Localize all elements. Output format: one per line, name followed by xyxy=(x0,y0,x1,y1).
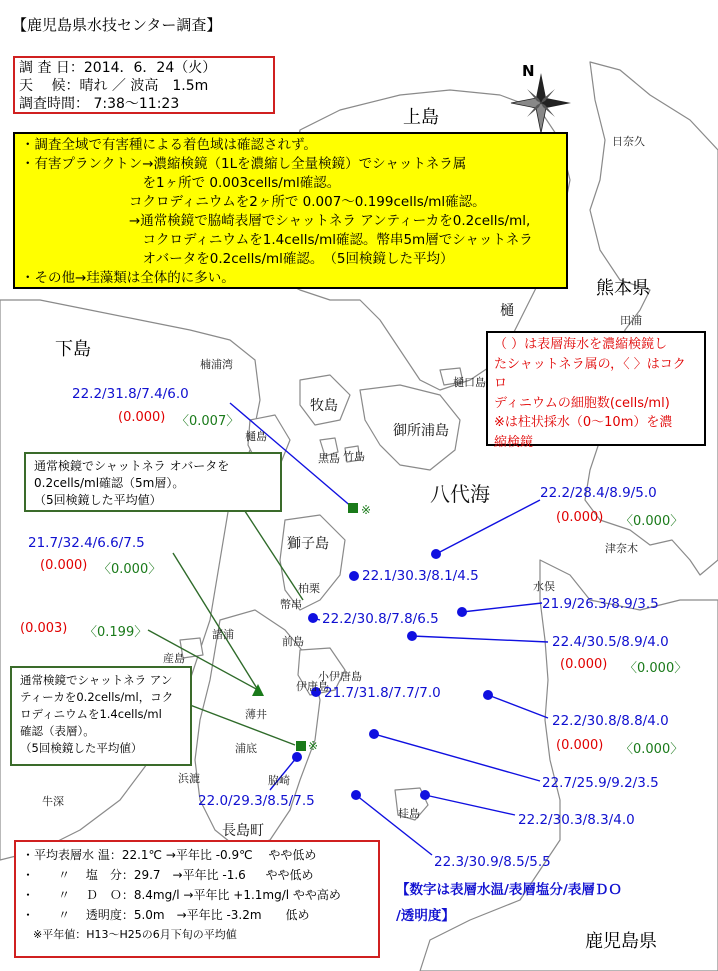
station-angle-3: 〈0.199〉 xyxy=(84,625,148,640)
station-dot-7 xyxy=(457,607,467,617)
label-kagoshima: 鹿児島県 xyxy=(585,931,657,952)
leader-line-st4 xyxy=(436,500,540,554)
place-hi: 樋 xyxy=(500,303,514,319)
place-hamanose: 浜漉 xyxy=(178,772,200,785)
place-maejima: 前島 xyxy=(282,635,304,648)
place-sanjima: 産島 xyxy=(163,652,185,665)
place-urasoko: 浦底 xyxy=(235,742,257,755)
place-hinagu: 日奈久 xyxy=(612,135,645,148)
station-dot-14 xyxy=(351,790,361,800)
station-paren-2: (0.000) xyxy=(40,558,88,573)
stats-line-1: ・平均表層水 温：22.1℃ →平年比 -0.9℃ やや低め xyxy=(22,848,317,862)
station-paren-1: (0.000) xyxy=(118,410,166,425)
note-antiqua-line-2: ティーカを0.2cells/ml，コク xyxy=(20,690,174,704)
summary-line-8: ・その他→珪藻類は全体的に多い。 xyxy=(21,270,235,286)
stats-line-4: ・ 〃 透明度：5.0m →平年比 -3.2m 低め xyxy=(22,908,310,922)
station-angle-1: 〈0.007〉 xyxy=(176,414,240,429)
place-tsunagi: 津奈木 xyxy=(605,542,638,555)
station-angle-2: 〈0.000〉 xyxy=(98,562,162,577)
note-antiqua xyxy=(10,666,192,766)
note-antiqua-line-4: 確認（表層）。 xyxy=(20,724,95,738)
place-shishijima: 獅子島 xyxy=(287,536,329,552)
note-ovata-line-1: 通常検鏡でシャットネラ オバータを xyxy=(34,459,230,473)
station-label-9: 21.7/31.8/7.7/7.0 xyxy=(324,685,441,701)
station-label-6: 22.2/30.8/7.8/6.5 xyxy=(322,611,439,627)
station-dot-4 xyxy=(431,549,441,559)
station-label-5: 22.1/30.3/8.1/4.5 xyxy=(362,568,479,584)
green-station-square-1 xyxy=(348,503,358,513)
station-dot-10 xyxy=(483,690,493,700)
place-kashiwagi: 柏栗 xyxy=(298,582,320,595)
station-label-8: 22.4/30.5/8.9/4.0 xyxy=(552,634,669,650)
place-wakisaki: 脇崎 xyxy=(268,774,290,787)
note-antiqua-line-1: 通常検鏡でシャットネラ アン xyxy=(20,673,173,687)
place-usui: 薄井 xyxy=(245,708,267,721)
stats-line-5: ※平年値：H13～H25の6月下旬の平均値 xyxy=(22,928,237,941)
station-angle-8: 〈0.000〉 xyxy=(624,661,688,676)
station-paren-10: (0.000) xyxy=(556,738,604,753)
stats-line-2: ・ 〃 塩 分：29.7 →平年比 -1.6 やや低め xyxy=(22,868,314,882)
station-dot-11 xyxy=(369,729,379,739)
place-ura: 諸浦 xyxy=(212,628,234,641)
legend-line-1: （ ）は表層海水を濃縮検鏡し xyxy=(494,337,668,352)
place-nagashima-town: 長島町 xyxy=(222,823,264,839)
summary-line-3: を1ヶ所で 0.003cells/ml確認。 xyxy=(21,175,341,191)
note-antiqua-line-3: ロディニウムを1.4cells/ml xyxy=(20,707,162,721)
green-station-square-2 xyxy=(296,741,306,751)
station-paren-3: (0.003) xyxy=(20,621,68,636)
leader-line-st8 xyxy=(412,636,548,642)
legend-line-5: 縮検鏡 xyxy=(494,434,534,450)
legend-line-2: たシャットネラ属の，〈 〉はコクロ xyxy=(494,356,686,391)
legend-box xyxy=(486,331,706,450)
column-sample-mark-1: ※ xyxy=(361,503,372,517)
legend-line-4: ※は柱状採水（0～10m）を濃 xyxy=(494,415,673,430)
summary-line-2: ・有害プランクトン→濃縮検鏡（1Lを濃縮し全量検鏡）でシャットネラ属 xyxy=(21,156,467,172)
station-label-2: 21.7/32.4/6.6/7.5 xyxy=(28,535,145,551)
station-dot-13 xyxy=(420,790,430,800)
place-heikushi: 幣串 xyxy=(280,598,302,611)
survey-date: 調 査 日：2014．6．24（火） xyxy=(19,60,217,76)
caption-line-1: 【数字は表層水温/表層塩分/表層ＤＯ xyxy=(396,882,622,898)
kagoshima-coast xyxy=(420,560,718,971)
leader-line-st10 xyxy=(488,695,548,718)
place-makijima: 牧島 xyxy=(310,398,338,414)
survey-time: 調査時間： 7:38～11:23 xyxy=(19,96,180,112)
station-dot-8 xyxy=(407,631,417,641)
station-label-7: 21.9/26.3/8.9/3.5 xyxy=(542,596,659,612)
station-paren-4: (0.000) xyxy=(556,510,604,525)
summary-line-4: コクロディニウムを2ヶ所で 0.007～0.199cells/ml確認。 xyxy=(21,194,486,210)
label-yatsushiro-sea: 八代海 xyxy=(430,482,490,506)
place-tanoura: 田浦 xyxy=(620,314,642,327)
stats-box xyxy=(14,840,380,958)
summary-line-6: コクロディニウムを1.4cells/ml確認。幣串5m層でシャットネラ xyxy=(21,232,533,248)
place-goshoura: 御所浦島 xyxy=(393,423,449,439)
station-angle-10: 〈0.000〉 xyxy=(620,742,684,757)
station-angle-4: 〈0.000〉 xyxy=(620,514,684,529)
summary-box xyxy=(13,132,568,289)
place-koibuka: 小伊唐島 xyxy=(318,670,362,683)
column-sample-mark-2: ※ xyxy=(308,739,319,753)
station-label-10: 22.2/30.8/8.8/4.0 xyxy=(552,713,669,729)
survey-weather: 天 候：晴れ ／ 波高 1.5m xyxy=(19,78,209,94)
station-label-1: 22.2/31.8/7.4/6.0 xyxy=(72,386,189,402)
note-ovata-line-2: 0.2cells/ml確認（5m層）。 xyxy=(34,476,185,490)
leader-line-st13 xyxy=(425,795,515,815)
station-dot-12 xyxy=(292,752,302,762)
station-label-11: 22.7/25.9/9.2/3.5 xyxy=(542,775,659,791)
place-takeshima: 竹島 xyxy=(343,450,365,463)
station-dot-5 xyxy=(349,571,359,581)
leader-line-st7 xyxy=(462,603,542,612)
note-ovata xyxy=(24,452,282,512)
station-label-14: 22.3/30.9/8.5/5.5 xyxy=(434,854,551,870)
place-minamata: 水俣 xyxy=(533,580,555,593)
summary-line-5: →通常検鏡で脇崎表層でシャットネラ アンティーカを0.2cells/ml, xyxy=(21,213,531,229)
place-katsurajima: 桂島 xyxy=(398,807,420,820)
compass-north-label: N xyxy=(522,62,535,80)
survey-info-box xyxy=(13,56,275,114)
place-ushibuka: 牛深 xyxy=(42,795,64,808)
station-label-12: 22.0/29.3/8.5/7.5 xyxy=(198,793,315,809)
stats-line-3: ・ 〃 Ｄ Ｏ：8.4mg/l →平年比 +1.1mg/l やや高め xyxy=(22,888,341,902)
page-title: 【鹿児島県水技センター調査】 xyxy=(12,16,222,34)
station-label-13: 22.2/30.3/8.3/4.0 xyxy=(518,812,635,828)
note-antiqua-line-5: （5回検鏡した平均値） xyxy=(20,741,143,755)
leader-line-st11 xyxy=(374,734,540,781)
place-ibuka: 伊唐島 xyxy=(296,680,329,693)
label-shimoshima: 下島 xyxy=(55,339,91,360)
station-label-4: 22.2/28.4/8.9/5.0 xyxy=(540,485,657,501)
legend-line-3: ディニウムの細胞数(cells/ml) xyxy=(494,395,670,411)
station-paren-8: (0.000) xyxy=(560,657,608,672)
note-ovata-line-3: （5回検鏡した平均値） xyxy=(34,493,162,507)
label-kamishima: 上島 xyxy=(403,107,439,128)
label-kumamoto: 熊本県 xyxy=(596,278,650,299)
place-kuroshima: 黒島 xyxy=(318,452,340,465)
summary-line-1: ・調査全域で有害種による着色域は確認されず。 xyxy=(21,137,317,153)
place-hinoshima: 樋島 xyxy=(245,430,267,443)
station-dot-6 xyxy=(308,613,318,623)
place-kusuura-bay: 楠浦湾 xyxy=(200,358,233,371)
place-higuchijima: 樋口島 xyxy=(453,376,486,389)
caption-line-2: /透明度】 xyxy=(396,908,455,924)
summary-line-7: オバータを0.2cells/ml確認。 （5回検鏡した平均） xyxy=(21,251,454,267)
